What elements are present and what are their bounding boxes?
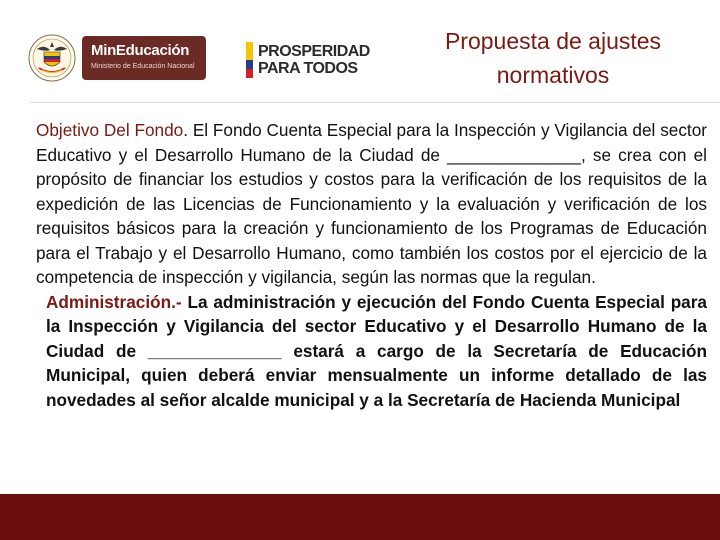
slide-title xyxy=(408,24,698,92)
administracion-heading: Administración.- xyxy=(46,291,182,312)
administracion-text: La administración y ejecución del Fondo Cuenta Especial para la Inspección y Vigilancia del sector Educativo y el Desarrollo Humano de la Ciudad de ______________ estará a cargo de la Secretaría de Educación Municipal, quien deberá enviar mensualmente un informe detallado de las novedades al señor alcalde municipal y a la Secretaría de Hacienda Municipal xyxy=(46,291,707,410)
objetivo-heading: Objetivo Del Fondo xyxy=(36,120,184,140)
paragraph-objetivo xyxy=(36,118,707,290)
mineducacion-name: MinEducación xyxy=(91,42,190,59)
slide-header xyxy=(0,0,720,104)
paragraph-administracion xyxy=(36,290,707,413)
objetivo-text: . El Fondo Cuenta Especial para la Inspección y Vigilancia del sector Educativo y el Desarrollo Humano de la Ciudad de ______________, se crea con el propósito de financiar los estudios y costos para la verificación de los requisitos de la expedición de las Licencias de Funcionamiento y la evaluación y verificación de los requisitos básicos para la creación y funcionamiento de los Programas de Educación para el Trabajo y el Desarrollo Humano, como también los costos por el ejercicio de la competencia de inspección y vigilancia, según las normas que la regulan. xyxy=(36,120,707,287)
prosperidad-text xyxy=(258,43,370,77)
slide-body xyxy=(36,118,707,412)
flag-stripe-icon xyxy=(246,42,253,78)
header-divider xyxy=(30,102,720,103)
title-line1: Propuesta de ajustes xyxy=(444,28,662,54)
title-line2: normativos xyxy=(496,62,610,88)
mineducacion-logo xyxy=(82,36,206,80)
colombia-seal-logo xyxy=(28,34,76,82)
prosperidad-line1: PROSPERIDAD xyxy=(258,43,370,60)
mineducacion-subtitle: Ministerio de Educación Nacional xyxy=(91,63,195,70)
footer-bar xyxy=(0,494,720,540)
prosperidad-line2: PARA TODOS xyxy=(258,60,358,77)
